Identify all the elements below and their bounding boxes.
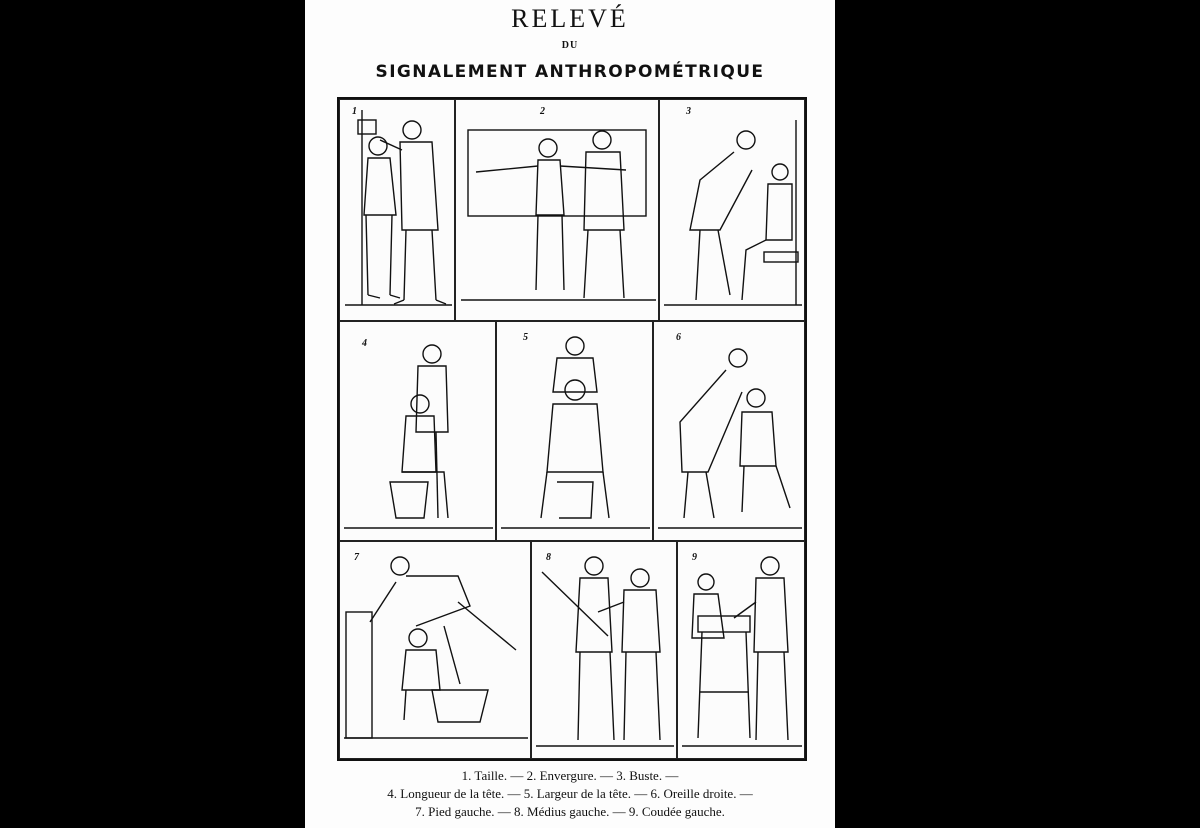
illustration-envergure xyxy=(456,100,659,321)
document-du: DU xyxy=(561,40,579,51)
panel-number: 8 xyxy=(546,552,551,563)
illustration-grid xyxy=(337,97,807,761)
illustration-largeur-tete xyxy=(497,322,653,541)
panel-4-longueur-tete xyxy=(339,321,496,541)
panel-6-oreille-droite xyxy=(653,321,805,541)
panel-number: 2 xyxy=(540,106,545,117)
caption-line-2: 4. Longueur de la tête. — 5. Largeur de la tête. — 6. Oreille droite. — xyxy=(387,786,753,801)
panel-number: 7 xyxy=(354,552,359,563)
caption-line-3: 7. Pied gauche. — 8. Médius gauche. — 9. Coudée gauche. xyxy=(415,804,725,819)
panel-8-medius-gauche xyxy=(531,541,677,759)
panel-1-taille xyxy=(339,99,455,321)
document-subtitle: SIGNALEMENT ANTHROPOMÉTRIQUE xyxy=(375,62,765,82)
illustration-longueur-tete xyxy=(340,322,496,541)
document-title: RELEVÉ xyxy=(511,4,629,33)
caption-line-1: 1. Taille. — 2. Envergure. — 3. Buste. — xyxy=(461,768,679,783)
illustration-buste xyxy=(660,100,805,321)
panel-9-coudee-gauche xyxy=(677,541,805,759)
panel-number: 3 xyxy=(686,106,691,117)
document-sheet xyxy=(305,0,835,828)
illustration-taille xyxy=(340,100,455,321)
panel-5-largeur-tete xyxy=(496,321,653,541)
panel-number: 1 xyxy=(352,106,357,117)
panel-number: 6 xyxy=(676,332,681,343)
panel-number: 5 xyxy=(523,332,528,343)
illustration-coudee-gauche xyxy=(678,542,805,759)
panel-number: 9 xyxy=(692,552,697,563)
illustration-medius-gauche xyxy=(532,542,677,759)
panel-number: 4 xyxy=(362,338,367,349)
panel-7-pied-gauche xyxy=(339,541,531,759)
illustration-oreille-droite xyxy=(654,322,805,541)
illustration-pied-gauche xyxy=(340,542,531,759)
panel-2-envergure xyxy=(455,99,659,321)
panel-3-buste xyxy=(659,99,805,321)
